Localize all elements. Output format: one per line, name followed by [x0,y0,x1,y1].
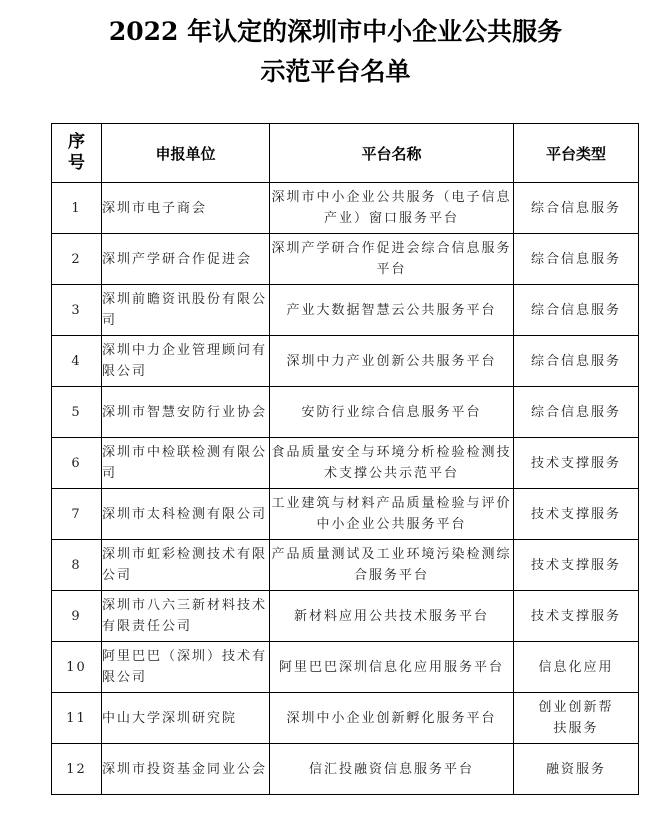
applicant-unit: 深圳市中检联检测有限公司 [102,438,270,489]
platform-type: 综合信息服务 [514,387,639,438]
platform-name: 深圳中小企业创新孵化服务平台 [270,693,514,744]
platform-type: 综合信息服务 [514,183,639,234]
table-row [52,183,639,234]
title-line-2: 示范平台名单 [260,57,411,86]
platform-type: 综合信息服务 [514,336,639,387]
table-header-row [52,124,639,183]
header-unit: 申报单位 [102,124,270,183]
platform-name: 深圳产学研合作促进会综合信息服务平台 [270,234,514,285]
row-number: 9 [52,591,102,642]
header-no-label: 序号 [68,132,85,173]
applicant-unit: 深圳市电子商会 [102,183,270,234]
table-row [52,438,639,489]
platform-name: 产品质量测试及工业环境污染检测综合服务平台 [270,540,514,591]
applicant-unit: 阿里巴巴（深圳）技术有限公司 [102,642,270,693]
header-platform: 平台名称 [270,124,514,183]
applicant-unit: 深圳市智慧安防行业协会 [102,387,270,438]
platform-list-table [51,123,639,795]
row-number: 7 [52,489,102,540]
header-no [52,124,102,183]
row-number: 11 [52,693,102,744]
row-number: 10 [52,642,102,693]
platform-name: 安防行业综合信息服务平台 [270,387,514,438]
applicant-unit: 深圳市虹彩检测技术有限公司 [102,540,270,591]
applicant-unit: 深圳市投资基金同业公会 [102,744,270,795]
platform-name: 信汇投融资信息服务平台 [270,744,514,795]
platform-name: 食品质量安全与环境分析检验检测技术支撑公共示范平台 [270,438,514,489]
row-number: 2 [52,234,102,285]
platform-type: 技术支撑服务 [514,591,639,642]
table-row [52,336,639,387]
table-row [52,744,639,795]
platform-type: 技术支撑服务 [514,540,639,591]
platform-name: 深圳市中小企业公共服务（电子信息产业）窗口服务平台 [270,183,514,234]
header-type: 平台类型 [514,124,639,183]
platform-name: 产业大数据智慧云公共服务平台 [270,285,514,336]
applicant-unit: 深圳产学研合作促进会 [102,234,270,285]
platform-type: 融资服务 [514,744,639,795]
table-row [52,540,639,591]
row-number: 4 [52,336,102,387]
row-number: 8 [52,540,102,591]
platform-type: 技术支撑服务 [514,438,639,489]
document-title [0,12,671,92]
platform-name: 阿里巴巴深圳信息化应用服务平台 [270,642,514,693]
platform-type: 信息化应用 [514,642,639,693]
applicant-unit: 深圳前瞻资讯股份有限公司 [102,285,270,336]
platform-type: 创业创新帮扶服务 [514,693,639,744]
table-row [52,234,639,285]
platform-name: 深圳中力产业创新公共服务平台 [270,336,514,387]
title-line-1: 2022 年认定的深圳市中小企业公共服务 [108,17,563,46]
platform-type: 技术支撑服务 [514,489,639,540]
table-row [52,387,639,438]
row-number: 6 [52,438,102,489]
platform-name: 工业建筑与材料产品质量检验与评价中小企业公共服务平台 [270,489,514,540]
platform-name: 新材料应用公共技术服务平台 [270,591,514,642]
applicant-unit: 中山大学深圳研究院 [102,693,270,744]
platform-type: 综合信息服务 [514,234,639,285]
table-row [52,285,639,336]
table-row [52,693,639,744]
row-number: 3 [52,285,102,336]
table-row [52,489,639,540]
applicant-unit: 深圳中力企业管理顾问有限公司 [102,336,270,387]
row-number: 12 [52,744,102,795]
applicant-unit: 深圳市八六三新材料技术有限责任公司 [102,591,270,642]
row-number: 1 [52,183,102,234]
table-row [52,591,639,642]
row-number: 5 [52,387,102,438]
table-row [52,642,639,693]
applicant-unit: 深圳市太科检测有限公司 [102,489,270,540]
platform-type: 综合信息服务 [514,285,639,336]
